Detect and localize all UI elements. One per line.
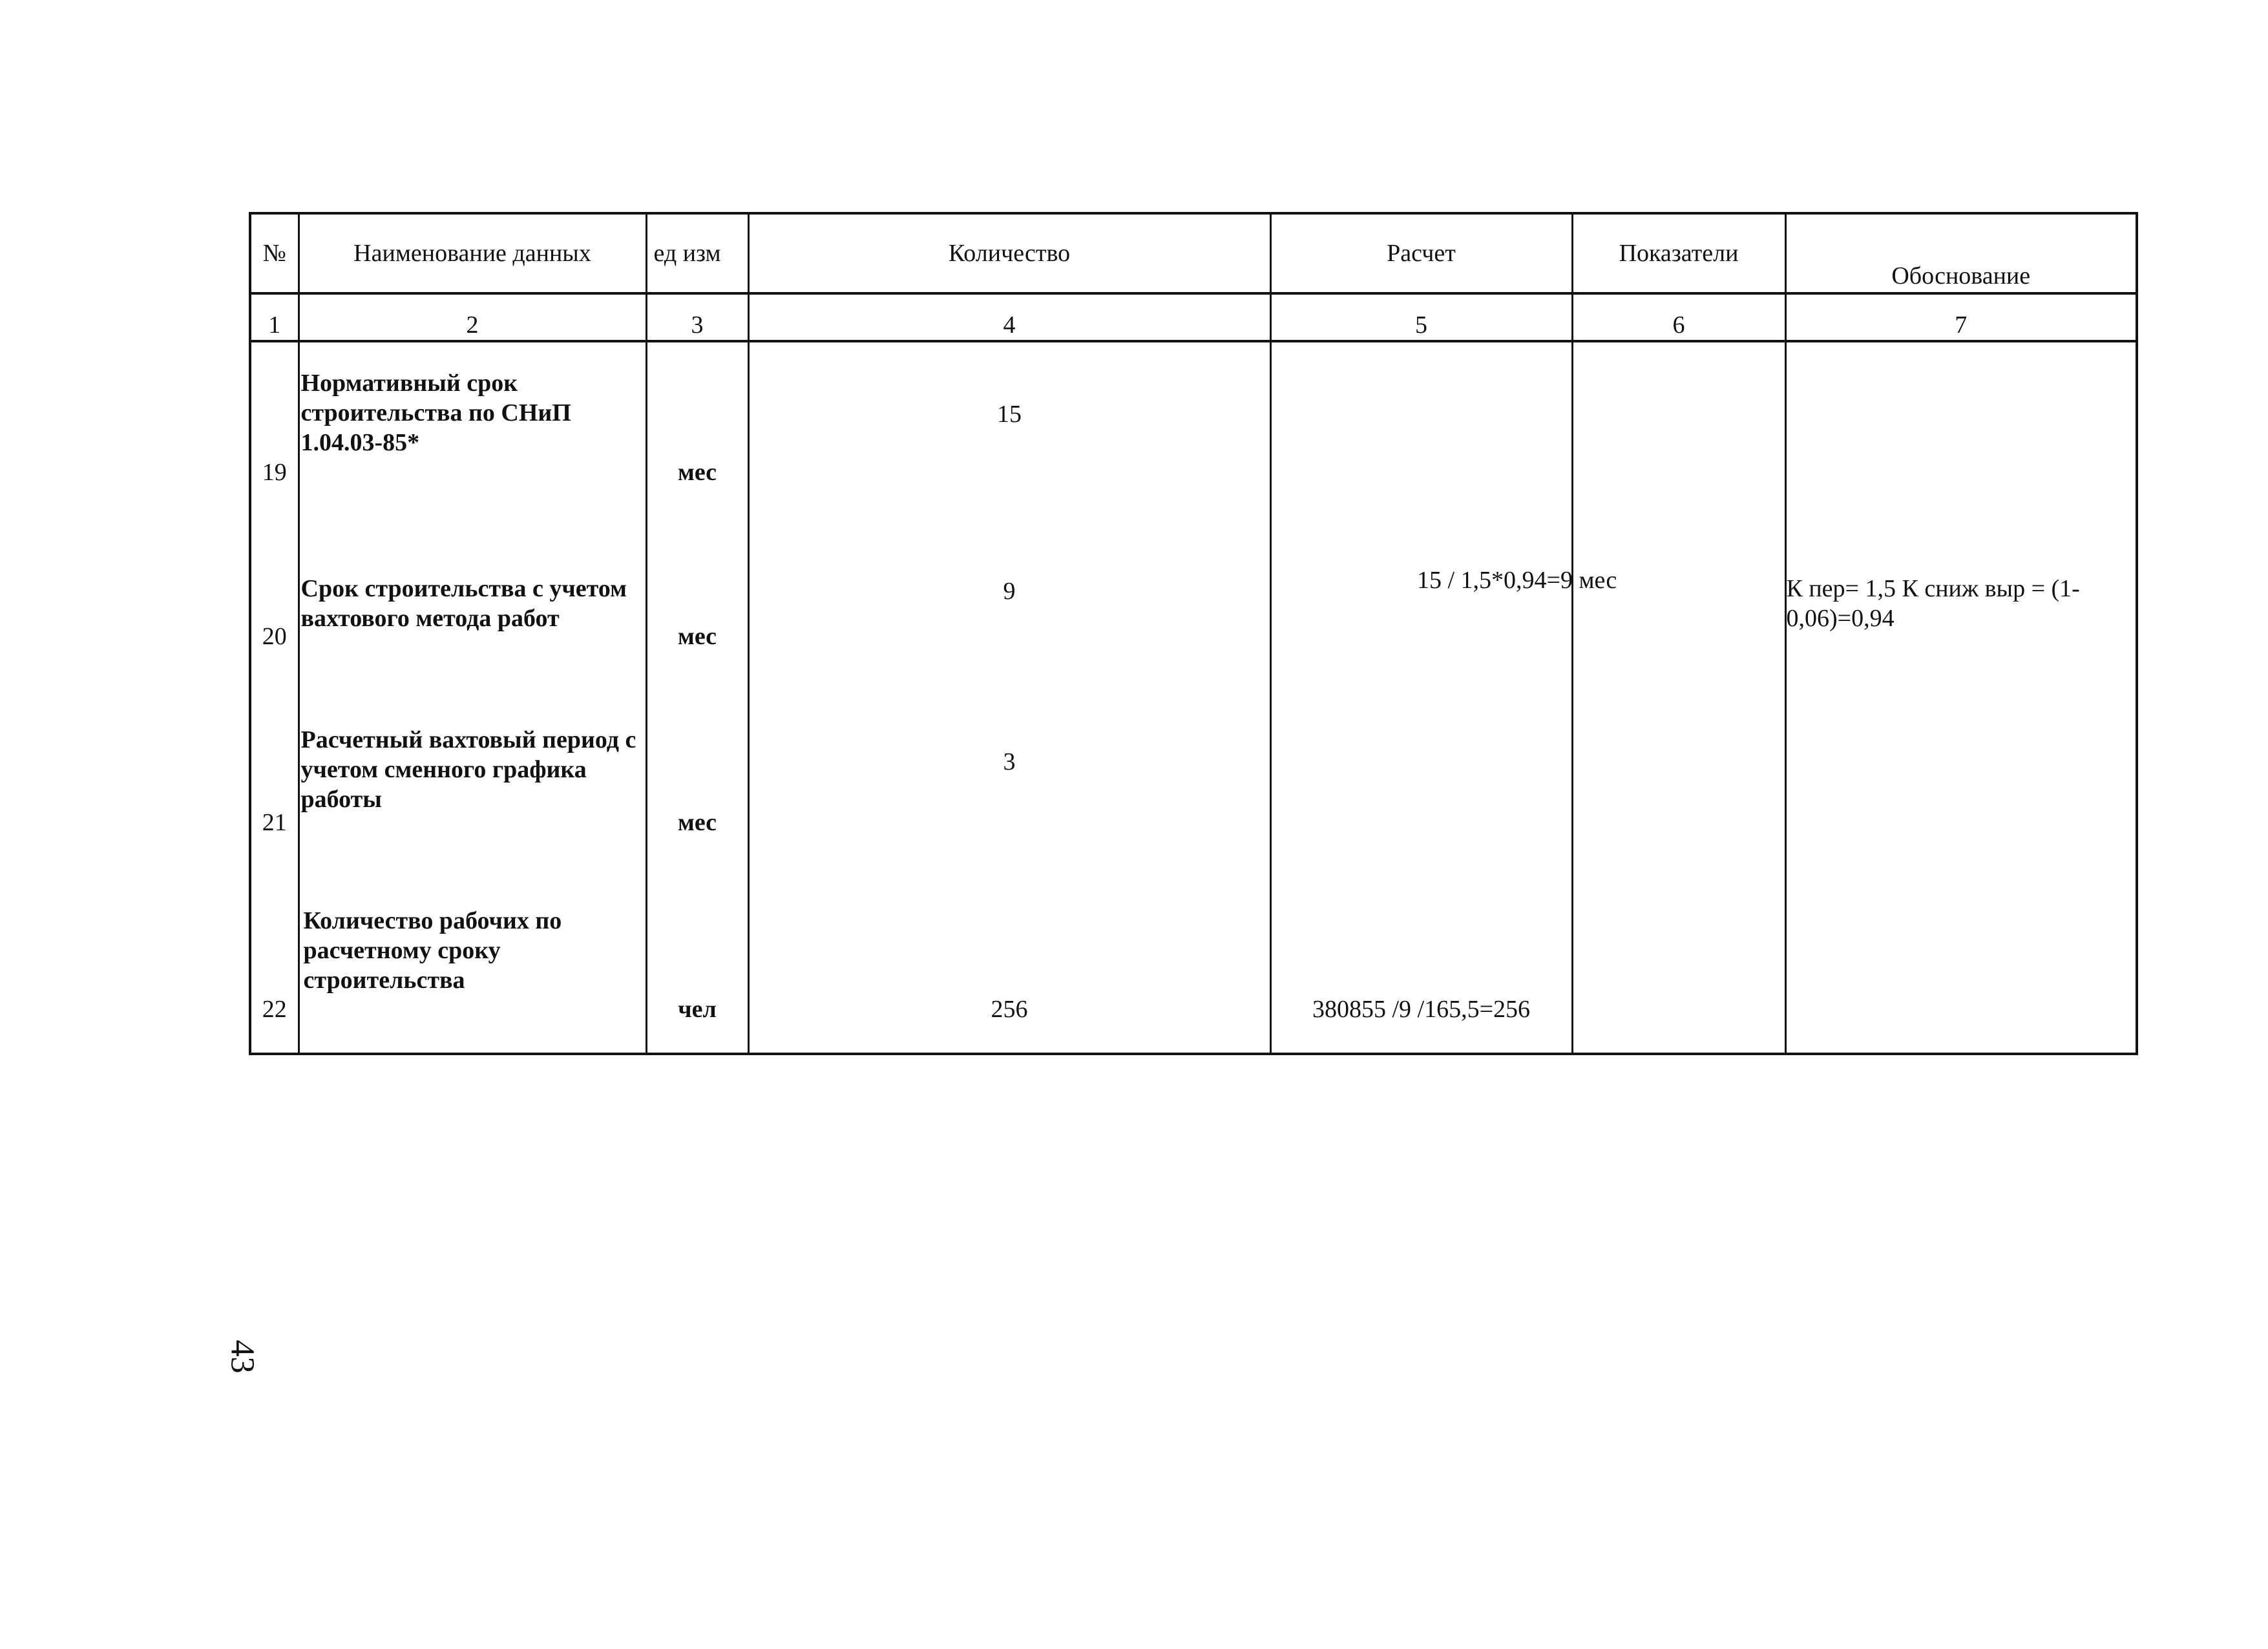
unit-cell xyxy=(646,543,748,694)
justification-cell xyxy=(1785,341,2137,543)
row-20-calculation: 15 / 1,5*0,94=9 мес xyxy=(1417,567,1617,594)
header-quantity: Количество xyxy=(748,213,1270,293)
calculation-cell xyxy=(1270,881,1572,1054)
name-cell xyxy=(299,881,646,1054)
row-unit: чел xyxy=(678,996,717,1023)
row-number-cell xyxy=(250,341,299,543)
column-number-row xyxy=(250,293,2137,341)
row-unit: мес xyxy=(677,623,717,650)
table-row xyxy=(250,543,2137,694)
row-quantity: 256 xyxy=(991,996,1028,1023)
indicators-cell xyxy=(1572,881,1785,1054)
column-number: 5 xyxy=(1270,293,1572,341)
indicators-cell xyxy=(1572,341,1785,543)
name-cell xyxy=(299,694,646,881)
column-number: 1 xyxy=(250,293,299,341)
quantity-cell xyxy=(748,694,1270,881)
unit-cell xyxy=(646,341,748,543)
unit-cell xyxy=(646,694,748,881)
row-name: Срок строительства с учетом вахтового метода работ xyxy=(300,575,627,632)
row-justification: К пер= 1,5 К сниж выр = (1-0,06)=0,94 xyxy=(1786,575,2080,632)
row-name: Нормативный срок строительства по СНиП 1.04.03-85* xyxy=(300,370,571,456)
justification-cell xyxy=(1785,881,2137,1054)
row-unit: мес xyxy=(677,809,717,836)
header-indicators: Показатели xyxy=(1572,213,1785,293)
calculation-cell xyxy=(1270,341,1572,543)
quantity-cell xyxy=(748,341,1270,543)
header-justification: Обоснование xyxy=(1785,213,2137,293)
row-quantity: 15 xyxy=(997,401,1022,428)
row-quantity: 9 xyxy=(1003,578,1016,605)
data-table xyxy=(249,212,2138,1055)
calculation-cell xyxy=(1270,694,1572,881)
row-number: 21 xyxy=(262,809,287,836)
row-number: 20 xyxy=(262,623,287,650)
unit-cell xyxy=(646,881,748,1054)
table-row xyxy=(250,341,2137,543)
row-number: 22 xyxy=(262,996,287,1023)
header-number: № xyxy=(250,213,299,293)
quantity-cell xyxy=(748,543,1270,694)
justification-cell xyxy=(1785,694,2137,881)
header-unit: ед изм xyxy=(646,213,748,293)
column-number: 7 xyxy=(1785,293,2137,341)
row-number-cell xyxy=(250,694,299,881)
row-name: Расчетный вахтовый период с учетом сменного графика работы xyxy=(300,726,636,813)
row-unit: мес xyxy=(677,459,717,486)
justification-cell xyxy=(1785,543,2137,694)
row-number-cell xyxy=(250,881,299,1054)
header-row xyxy=(250,213,2137,293)
row-calculation: 380855 /9 /165,5=256 xyxy=(1312,996,1531,1023)
column-number: 2 xyxy=(299,293,646,341)
column-number: 3 xyxy=(646,293,748,341)
header-calculation: Расчет xyxy=(1270,213,1572,293)
table-row xyxy=(250,694,2137,881)
column-number: 6 xyxy=(1572,293,1785,341)
table-row xyxy=(250,881,2137,1054)
row-name: Количество рабочих по расчетному сроку строительства xyxy=(303,907,562,994)
name-cell xyxy=(299,341,646,543)
header-name: Наименование данных xyxy=(299,213,646,293)
indicators-cell xyxy=(1572,694,1785,881)
column-number: 4 xyxy=(748,293,1270,341)
row-quantity: 3 xyxy=(1003,748,1016,775)
row-number-cell xyxy=(250,543,299,694)
quantity-cell xyxy=(748,881,1270,1054)
row-number: 19 xyxy=(262,459,287,486)
name-cell xyxy=(299,543,646,694)
page-number: 43 xyxy=(224,1339,261,1374)
